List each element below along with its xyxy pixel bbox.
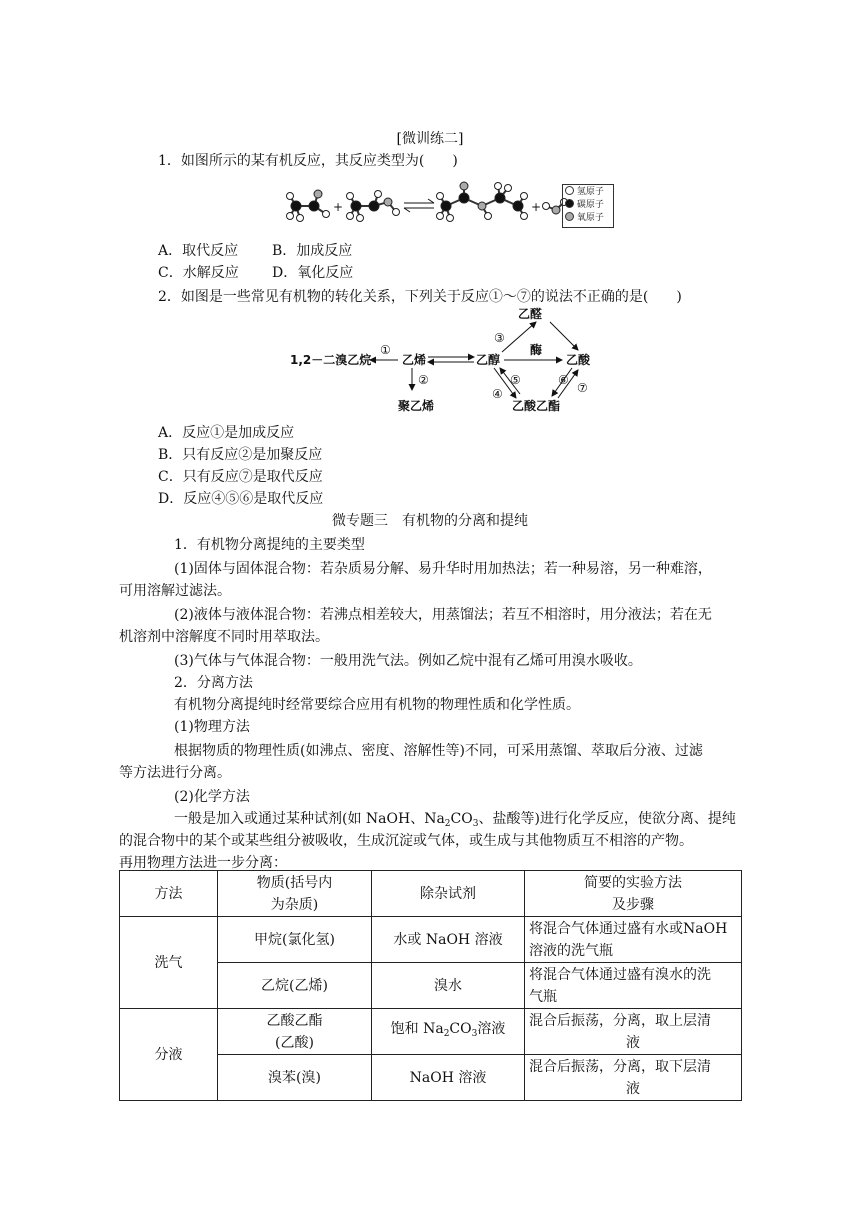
separation-methods-table [119, 870, 742, 1101]
procedure-cell: 将混合气体通过盛有水或NaOH 溶液的洗气瓶 [525, 917, 742, 963]
procedure-cell: 混合后振荡，分离，取下层清 液 [525, 1055, 742, 1101]
q1-option-c: C．水解反应 [158, 265, 239, 281]
conversion-diagram [290, 306, 610, 416]
q2-option-a: A．反应①是加成反应 [158, 425, 295, 441]
reagent-cell: 溴水 [372, 963, 525, 1009]
para-5: (1)物理方法 [174, 719, 250, 735]
para-3: (3)气体与气体混合物：一般用洗气法。例如乙烷中混有乙烯可用溴水吸收。 [174, 653, 642, 669]
svg-text:+: + [332, 200, 344, 214]
para-7: (2)化学方法 [174, 789, 250, 805]
node-ethene: 乙烯 [402, 353, 427, 367]
reagent-cell: 水或 NaOH 溶液 [372, 917, 525, 963]
atom-legend [562, 184, 614, 228]
header-reagent: 除杂试剂 [372, 871, 525, 917]
para-1-line-1: (1)固体与固体混合物：若杂质易分解、易升华时用加热法；若一种易溶，另一种难溶， [174, 561, 712, 577]
substance-cell: 乙烷(乙烯) [218, 963, 372, 1009]
q1-option-b: B．加成反应 [272, 243, 353, 259]
section-1-heading: 1．有机物分离提纯的主要类型 [174, 537, 365, 553]
substance-cell: 溴苯(溴) [218, 1055, 372, 1101]
para-8-line-1: 一般是加入或通过某种试剂(如 NaOH、$Na_2CO_3$、盐酸等)进行化学反应，使欲分离、提纯 [174, 811, 736, 829]
label-reaction-4: ④ [492, 387, 503, 401]
para-2-line-2: 机溶剂中溶解度不同时用萃取法。 [119, 629, 329, 645]
para-1-line-2: 可用溶解过滤法。 [119, 583, 231, 599]
svg-text:+: + [530, 200, 542, 214]
question-1-stem: 1．如图所示的某有机反应，其反应类型为( ) [158, 153, 458, 169]
topic-title: 微专题三 有机物的分离和提纯 [332, 513, 528, 529]
header-method: 方法 [120, 871, 218, 917]
para-6-line-1: 根据物质的物理性质(如沸点、密度、溶解性等)不同，可采用蒸馏、萃取后分液、过滤 [174, 743, 703, 759]
label-reaction-6: ⑥ [558, 373, 569, 387]
method-cell-liquid-separation: 分液 [120, 1009, 218, 1101]
table-row [120, 917, 742, 963]
label-reaction-7: ⑦ [577, 381, 588, 395]
node-ethanol: 乙醇 [476, 353, 501, 367]
label-enzyme: 酶 [530, 343, 543, 357]
para-4: 有机物分离提纯时经常要综合应用有机物的物理性质和化学性质。 [174, 697, 580, 713]
reagent-cell: NaOH 溶液 [372, 1055, 525, 1101]
para-8-line-3: 再用物理方法进一步分离： [119, 855, 287, 871]
header-substance: 物质(括号内 为杂质) [218, 871, 372, 917]
node-acetic-acid: 乙酸 [566, 353, 591, 367]
node-ethyl-acetate: 乙酸乙酯 [512, 399, 561, 413]
legend-oxygen: 氧原子 [565, 212, 611, 225]
procedure-cell: 混合后振荡，分离，取上层清 液 [525, 1009, 742, 1055]
legend-hydrogen: 氢原子 [565, 186, 611, 199]
method-cell-gas-washing: 洗气 [120, 917, 218, 1009]
procedure-cell: 将混合气体通过盛有溴水的洗 气瓶 [525, 963, 742, 1009]
q1-option-d: D．氧化反应 [272, 265, 354, 281]
legend-carbon: 碳原子 [565, 199, 611, 212]
header-procedure: 简要的实验方法 及步骤 [525, 871, 742, 917]
question-2-stem: 2．如图是一些常见有机物的转化关系，下列关于反应①～⑦的说法不正确的是( ) [158, 289, 682, 305]
node-dibromoethane: 1,2－二溴乙烷 [290, 353, 372, 367]
q2-option-b: B．只有反应②是加聚反应 [158, 447, 323, 463]
q1-option-a: A．取代反应 [158, 243, 239, 259]
substance-cell: 乙酸乙酯 (乙酸) [218, 1009, 372, 1055]
section-2-heading: 2．分离方法 [174, 675, 253, 691]
label-reaction-3: ③ [494, 331, 505, 345]
exercise-heading: [微训练二] [396, 131, 464, 147]
para-8-line-2: 的混合物中的某个或某些组分被吸收，生成沉淀或气体，或生成与其他物质互不相溶的产物。 [119, 833, 693, 849]
q2-option-d: D．反应④⑤⑥是取代反应 [158, 491, 324, 507]
label-reaction-5: ⑤ [510, 373, 521, 387]
label-reaction-2: ② [418, 373, 429, 387]
reagent-cell: 饱和 $Na_2CO_3$溶液 [372, 1009, 525, 1055]
label-reaction-1: ① [380, 343, 391, 357]
para-6-line-2: 等方法进行分离。 [119, 765, 231, 781]
table-header-row [120, 871, 742, 917]
q2-option-c: C．只有反应⑦是取代反应 [158, 469, 323, 485]
node-acetaldehyde: 乙醛 [518, 307, 543, 321]
substance-cell: 甲烷(氯化氢) [218, 917, 372, 963]
para-2-line-1: (2)液体与液体混合物：若沸点相差较大，用蒸馏法；若互不相溶时，用分液法；若在无 [174, 607, 712, 623]
table-row [120, 1009, 742, 1055]
node-polyethylene: 聚乙烯 [398, 399, 435, 413]
